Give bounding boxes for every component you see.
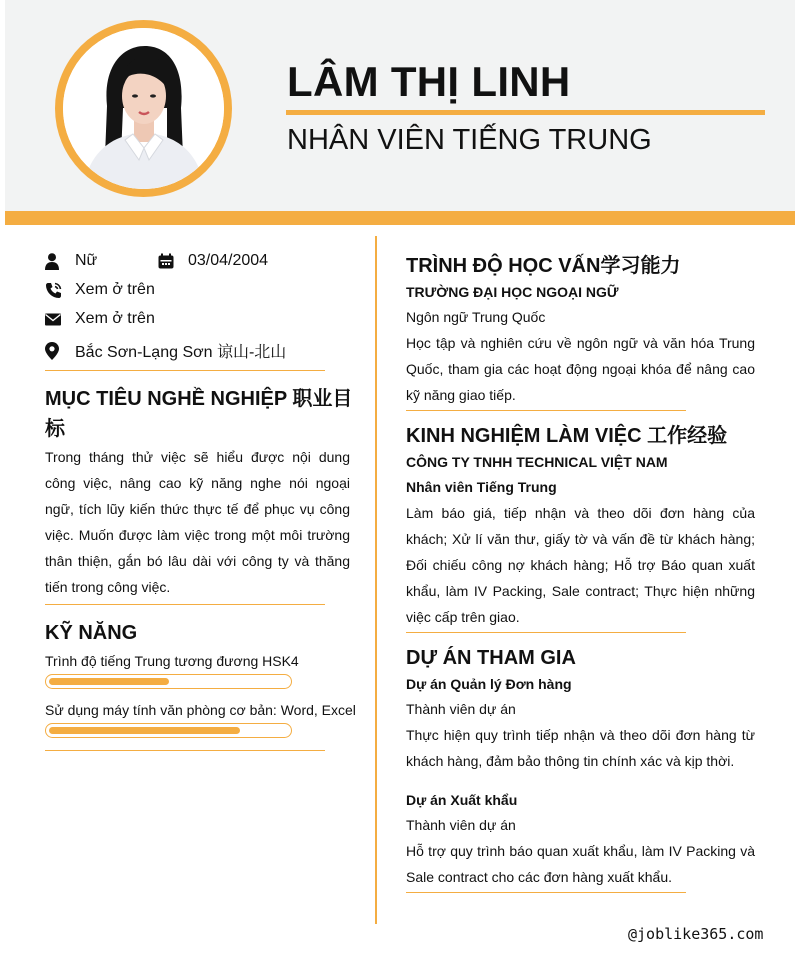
experience-divider xyxy=(406,632,686,633)
envelope-icon xyxy=(45,313,75,326)
birthdate-row xyxy=(158,252,268,270)
skill-1-bar xyxy=(45,674,292,689)
calendar-icon xyxy=(158,253,188,269)
objective-heading xyxy=(45,384,355,444)
project-1-description: Thực hiện quy trình tiếp nhận và theo dõi đơn hàng từ khách hàng, đảm bảo thông tin chính xác và kịp thời. xyxy=(406,727,755,769)
address-row xyxy=(45,339,286,362)
phone-value: Xem ở trên xyxy=(75,281,155,298)
projects-divider xyxy=(406,892,686,893)
birthdate-value: 03/04/2004 xyxy=(188,252,269,269)
skill-1-fill xyxy=(49,678,169,685)
skill-1-label: Trình độ tiếng Trung tương đương HSK4 xyxy=(45,653,299,669)
location-pin-icon xyxy=(45,342,75,360)
objective-divider xyxy=(45,604,325,605)
education-heading: TRÌNH ĐỘ HỌC VẤN学习能力 xyxy=(406,255,681,277)
project-2-role: Thành viên dự án xyxy=(406,817,516,833)
skill-2-label: Sử dụng máy tính văn phòng cơ bản: Word, Excel xyxy=(45,702,356,718)
gender-value: Nữ xyxy=(75,252,98,269)
header-accent-bar xyxy=(5,211,795,225)
experience-heading: KINH NGHIỆM LÀM VIỆC 工作经验 xyxy=(406,425,728,447)
portrait-illustration xyxy=(63,28,224,189)
objective-text: Trong tháng thử việc sẽ hiểu được nội dung công việc, nâng cao kỹ năng nghe nói ngoại ngữ, tích lũy kiến thức thực tế để phục vụ công việc. Muốn được làm việc trong một môi trường thân thiện, gắn bó lâu dài với công ty và thăng tiến trong công việc. xyxy=(45,449,350,595)
column-divider xyxy=(375,236,377,924)
avatar xyxy=(63,28,224,189)
projects-heading: DỰ ÁN THAM GIA xyxy=(406,647,576,669)
phone-row xyxy=(45,281,155,299)
experience-description: Làm báo giá, tiếp nhận và theo dõi đơn hàng của khách; Xử lí văn thư, giấy tờ và vấn đề từ khách hàng; Đối chiếu công nợ khách hàng; Hỗ trợ Báo quan xuất khẩu, làm IV Packing, Sale contract; Thực hiện những việc cấp trên giao. xyxy=(406,505,755,625)
project-1-role: Thành viên dự án xyxy=(406,701,516,717)
project-1-name: Dự án Quản lý Đơn hàng xyxy=(406,676,572,692)
name-underline xyxy=(286,110,765,115)
objective-heading-line1: MỤC TIÊU NGHỀ NGHIỆP 职业目 xyxy=(45,388,353,410)
education-description: Học tập và nghiên cứu về ngôn ngữ và văn hóa Trung Quốc, tham gia các hoạt động ngoại khóa để nâng cao kỹ năng giao tiếp. xyxy=(406,335,755,403)
objective-heading-line2: 标 xyxy=(45,418,65,440)
email-value: Xem ở trên xyxy=(75,310,155,327)
experience-position: Nhân viên Tiếng Trung xyxy=(406,479,557,495)
education-divider xyxy=(406,410,686,411)
contact-divider xyxy=(45,370,325,371)
gender-row xyxy=(45,252,97,270)
project-2-name: Dự án Xuất khẩu xyxy=(406,792,518,808)
footer-watermark: @joblike365.com xyxy=(628,925,764,943)
candidate-name: LÂM THỊ LINH xyxy=(287,58,571,105)
education-major: Ngôn ngữ Trung Quốc xyxy=(406,309,546,325)
experience-company: CÔNG TY TNHH TECHNICAL VIỆT NAM xyxy=(406,454,668,470)
job-title: NHÂN VIÊN TIẾNG TRUNG xyxy=(287,124,652,156)
skills-heading: KỸ NĂNG xyxy=(45,622,138,644)
email-row xyxy=(45,310,155,328)
skill-2-bar xyxy=(45,723,292,738)
project-2-description: Hỗ trợ quy trình báo quan xuất khẩu, làm IV Packing và Sale contract cho các đơn hàng xuất khẩu. xyxy=(406,843,755,885)
phone-icon xyxy=(45,282,75,299)
skill-2-fill xyxy=(49,727,240,734)
person-icon xyxy=(45,253,75,270)
address-value: Bắc Sơn-Lạng Sơn 谅山-北山 xyxy=(75,344,287,361)
education-school: TRƯỜNG ĐẠI HỌC NGOẠI NGỮ xyxy=(406,284,619,300)
skills-divider xyxy=(45,750,325,751)
